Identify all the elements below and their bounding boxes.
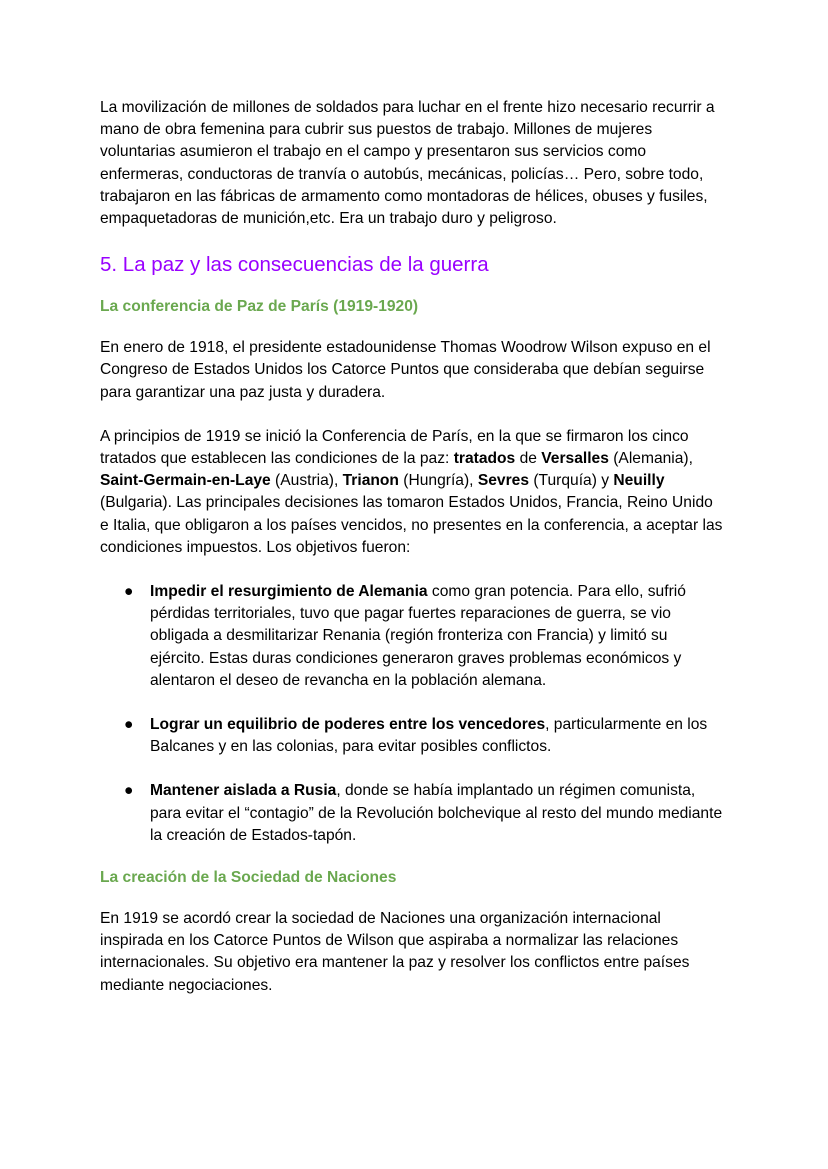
objectives-list [100,581,725,847]
trianon-bold: Trianon [342,472,399,490]
treaties-bold: tratados [453,450,516,468]
treaties-paragraph: A principios de 1919 se inició la Conferencia de París, en la que se firmaron los cinco tratados que establecen las condiciones de la paz: tratados de Versalles (Alemania), Saint-Germain-en-Laye (Austria), Trianon (Hungría), Sevres (Turquía) y Neuilly (Bulgaria). Las principales decisiones las tomaron Estados Unidos, Francia, Reino Unido e Italia, que obligaron a los países vencidos, no presentes en la conferencia, a aceptar las condiciones impuestos. Los objetivos fueron: [100,427,723,556]
list-item: ● Mantener aislada a Rusia, donde se había implantado un régimen comunista, para evitar el “contagio” de la Revolución bolchevique al resto del mundo mediante la creación de Estados-tapón. [124,782,723,844]
league-of-nations-heading: La creación de la Sociedad de Naciones [100,869,397,887]
wilson-paragraph: En enero de 1918, el presidente estadounidense Thomas Woodrow Wilson expuso en el Congreso de Estados Unidos los Catorce Puntos que consideraba que debían seguirse para garantizar una paz justa y duradera. [100,339,711,401]
bullet-icon: ● [124,782,134,800]
list-item: ● Lograr un equilibrio de poderes entre los vencedores, particularmente en los Balcanes y en las colonias, para evitar posibles conflictos. [124,716,708,756]
versalles-bold: Versalles [541,450,609,468]
section-5-heading: 5. La paz y las consecuencias de la guerra [100,253,489,277]
intro-paragraph: La movilización de millones de soldados para luchar en el frente hizo necesario recurrir a mano de obra femenina para cubrir sus puestos de trabajo. Millones de mujeres voluntarias asumieron el trabajo en el campo y presentaron sus servicios como enfermeras, conductoras de tranvía o autobús, mecánicas, policías… Pero, sobre todo, trabajaron en las fábricas de armamento como montadoras de hélices, obuses y fusiles, empaquetadoras de munición,etc. Era un trabajo duro y peligroso. [100,99,715,228]
bullet-icon: ● [124,716,134,734]
paris-conference-heading: La conferencia de Paz de París (1919-1920) [100,298,419,316]
neuilly-bold: Neuilly [613,472,665,490]
league-paragraph: En 1919 se acordó crear la sociedad de Naciones una organización internacional inspirada en los Catorce Puntos de Wilson que aspiraba a normalizar las relaciones internacionales. Su objetivo era mantener la paz y resolver los conflictos entre países mediante negociaciones. [100,910,690,994]
sevres-bold: Sevres [477,472,530,490]
list-item: ● Impedir el resurgimiento de Alemania como gran potencia. Para ello, sufrió pérdidas territoriales, tuvo que pagar fuertes reparaciones de guerra, se vio obligada a desmilitarizar Renania (región fronteriza con Francia) y limitó su ejército. Estas duras condiciones generaron graves problemas económicos y alentaron el deseo de revancha en la población alemana. [124,583,686,689]
saint-germain-bold: Saint-Germain-en-Laye [100,472,271,490]
document-page [100,97,725,997]
bullet-icon: ● [124,583,134,601]
